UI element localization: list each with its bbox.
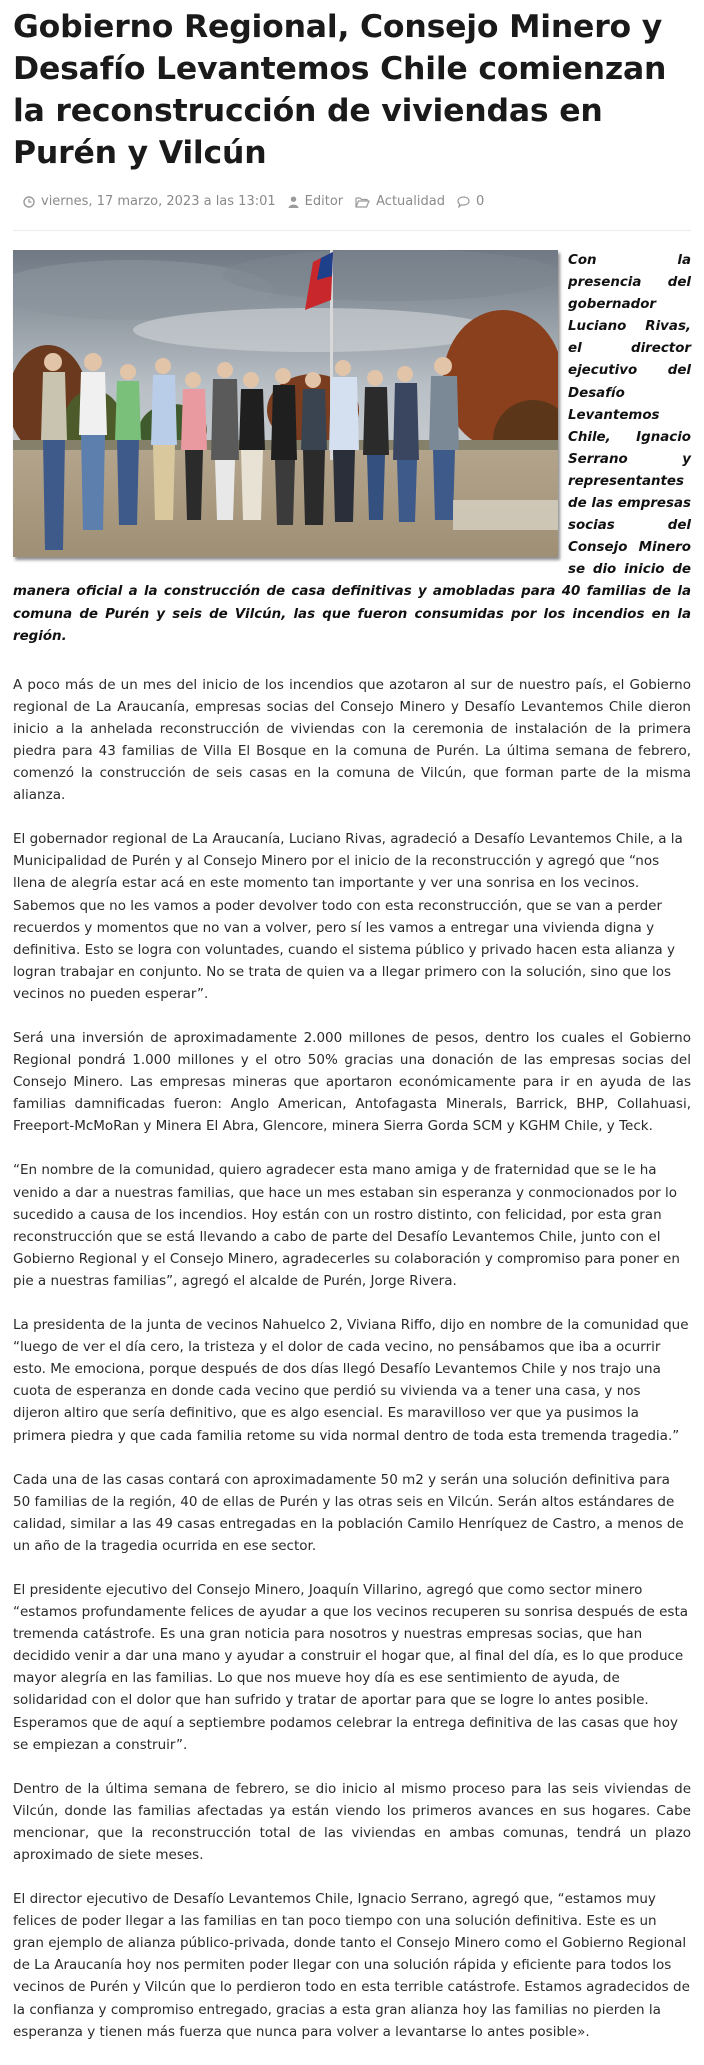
article-paragraph: A poco más de un mes del inicio de los incendios que azotaron al sur de nuestro país, el Gobierno regional de La Araucanía, empresas socias del Consejo Minero y Desafío Levantemos Chile dieron inicio a la anhelada reconstrucción de viviendas con la ceremonia de instalación de la primera piedra para 43 familias de Villa El Bosque en la comuna de Purén. La última semana de febrero, comenzó la construcción de seis casas en la comuna de Vilcún, que forman parte de la misma alianza. — [13, 676, 691, 804]
folder-open-icon — [355, 196, 370, 208]
article-body — [13, 674, 691, 2043]
lead-section — [13, 250, 691, 648]
meta-comments-count[interactable]: 0 — [475, 194, 485, 209]
article-title: Gobierno Regional, Consejo Minero y Desafío Levantemos Chile comienzan la reconstrucción de viviendas en Purén y Vilcún — [13, 9, 667, 171]
meta-comments[interactable] — [457, 194, 484, 209]
article-paragraph: Cada una de las casas contará con aproximadamente 50 m2 y serán una solución definitiva para 50 familias de la región, 40 de ellas de Purén y las otras seis en Vilcún. Serán altos estándares de calidad, similar a las 49 casas entregadas en la población Camilo Henríquez de Castro, a menos de un año de la tragedia ocurrida en ese sector. — [13, 1471, 684, 1554]
article-meta — [13, 194, 691, 231]
article-lead: Con la presencia del gobernador Luciano Rivas, el director ejecutivo del Desafío Levantemos Chile, Ignacio Serrano y representantes de las empresas socias del Consejo Minero se dio inicio de manera oficial a la construcción de casa definitivas y amobladas para 40 familias de la comuna de Purén y seis de Vilcún, las que fueron consumidas por los incendios en la región. — [13, 253, 691, 644]
article — [13, 0, 691, 2065]
article-paragraph: El gobernador regional de La Araucanía, Luciano Rivas, agradeció a Desafío Levantemos Chile, a la Municipalidad de Purén y al Consejo Minero por el inicio de la reconstrucción y agregó que “nos llena de alegría estar acá en este momento tan importante y ver una sonrisa en los vecinos. Sabemos que no les vamos a poder devolver todo con esta reconstrucción, que se van a perder recuerdos y momentos que no van a volver, pero sí les vamos a entregar una vivienda digna y definitiva. Esto se logra con voluntades, cuando el sistema público y privado hacen esta alianza y logran trabajar en conjunto. No se trata de quien va a llegar primero con la solución, sino que los vecinos no pueden esperar”. — [13, 831, 683, 1002]
meta-date — [23, 194, 276, 209]
meta-category[interactable] — [355, 194, 445, 209]
meta-author[interactable] — [288, 194, 343, 209]
meta-category-text[interactable]: Actualidad — [376, 194, 445, 209]
clock-icon — [23, 196, 35, 208]
meta-date-text: viernes, 17 marzo, 2023 a las 13:01 — [41, 194, 276, 209]
article-paragraph: Será una inversión de aproximadamente 2.000 millones de pesos, dentro los cuales el Gobierno Regional pondrá 1.000 millones y el otro 50% gracias una donación de las empresas socias del Consejo Minero. Las empresas mineras que aportaron económicamente para ir en ayuda de las familias damnificadas fueron: Anglo American, Antofagasta Minerals, Barrick, BHP, Collahuasi, Freeport-McMoRan y Minera El Abra, Glencore, minera Sierra Gorda SCM y KGHM Chile, y Teck. — [13, 1030, 691, 1135]
user-icon — [288, 196, 299, 208]
group-photo-illustration — [13, 250, 558, 557]
article-photo — [13, 250, 558, 557]
article-paragraph: Dentro de la última semana de febrero, se dio inicio al mismo proceso para las seis viviendas de Vilcún, donde las familias afectadas ya están viendo los primeros avances en sus hogares. Cabe mencionar, que la reconstrucción total de las viviendas en ambas comunas, tendrá un plazo aproximado de siete meses. — [13, 1780, 691, 1863]
meta-author-text[interactable]: Editor — [304, 194, 344, 209]
article-paragraph: El director ejecutivo de Desafío Levantemos Chile, Ignacio Serrano, agregó que, “estamos muy felices de poder llegar a las familias en tan poco tiempo con una solución definitiva. Este es un gran ejemplo de alianza público-privada, donde tanto el Consejo Minero como el Gobierno Regional de La Araucanía hoy nos permiten poder llegar con una solución rápida y eficiente para todos los vecinos de Purén y Vilcún que lo perdieron todo en esta terrible catástrofe. Estamos agradecidos de la confianza y compromiso entregado, gracias a esta gran alianza hoy las familias no pierden la esperanza y tienen más fuerza que nunca para volver a levantarse lo antes posible». — [13, 1891, 690, 2040]
comment-icon — [457, 196, 470, 208]
article-paragraph: El presidente ejecutivo del Consejo Minero, Joaquín Villarino, agregó que como sector minero “estamos profundamente felices de ayudar a que los vecinos recuperen su sonrisa después de esta tremenda catástrofe. Es una gran noticia para nosotros y nuestras empresas socias, que han decidido venir a dar una mano y ayudar a construir el hogar que, al final del día, es lo que produce mayor alegría en las familias. Lo que nos mueve hoy día es ese sentimiento de ayuda, de solidaridad con el dolor que han sufrido y tratar de aportar para que se logre lo antes posible. Esperamos que de aquí a septiembre podamos celebrar la entrega definitiva de las casas que hoy se empiezan a construir”. — [13, 1581, 689, 1753]
article-paragraph: La presidenta de la junta de vecinos Nahuelco 2, Viviana Riffo, dijo en nombre de la comunidad que “luego de ver el día cero, la tristeza y el dolor de cada vecino, no pensábamos que iba a ocurrir esto. Me emociona, porque después de dos días llegó Desafío Levantemos Chile y nos trajo una cuota de esperanza en donde cada vecino que perdió su vivienda va a tener una casa, y nos dijeron altiro que sería definitivo, que es algo esencial. Es maravilloso ver que ya pusimos la primera piedra y que cada familia retome su vida normal dentro de toda esta tremenda tragedia.” — [13, 1317, 689, 1444]
article-paragraph: “En nombre de la comunidad, quiero agradecer esta mano amiga y de fraternidad que se le ha venido a dar a nuestras familias, que hace un mes estaban sin esperanza y conmocionados por lo sucedido a causa de los incendios. Hoy están con un rostro distinto, con felicidad, por esta gran reconstrucción que se está llevando a cabo de parte del Desafío Levantemos Chile, junto con el Gobierno Regional y el Consejo Minero, agradecerles su colaboración y compromiso para poner en pie a nuestras familias”, agregó el alcalde de Purén, Jorge Rivera. — [13, 1162, 680, 1289]
